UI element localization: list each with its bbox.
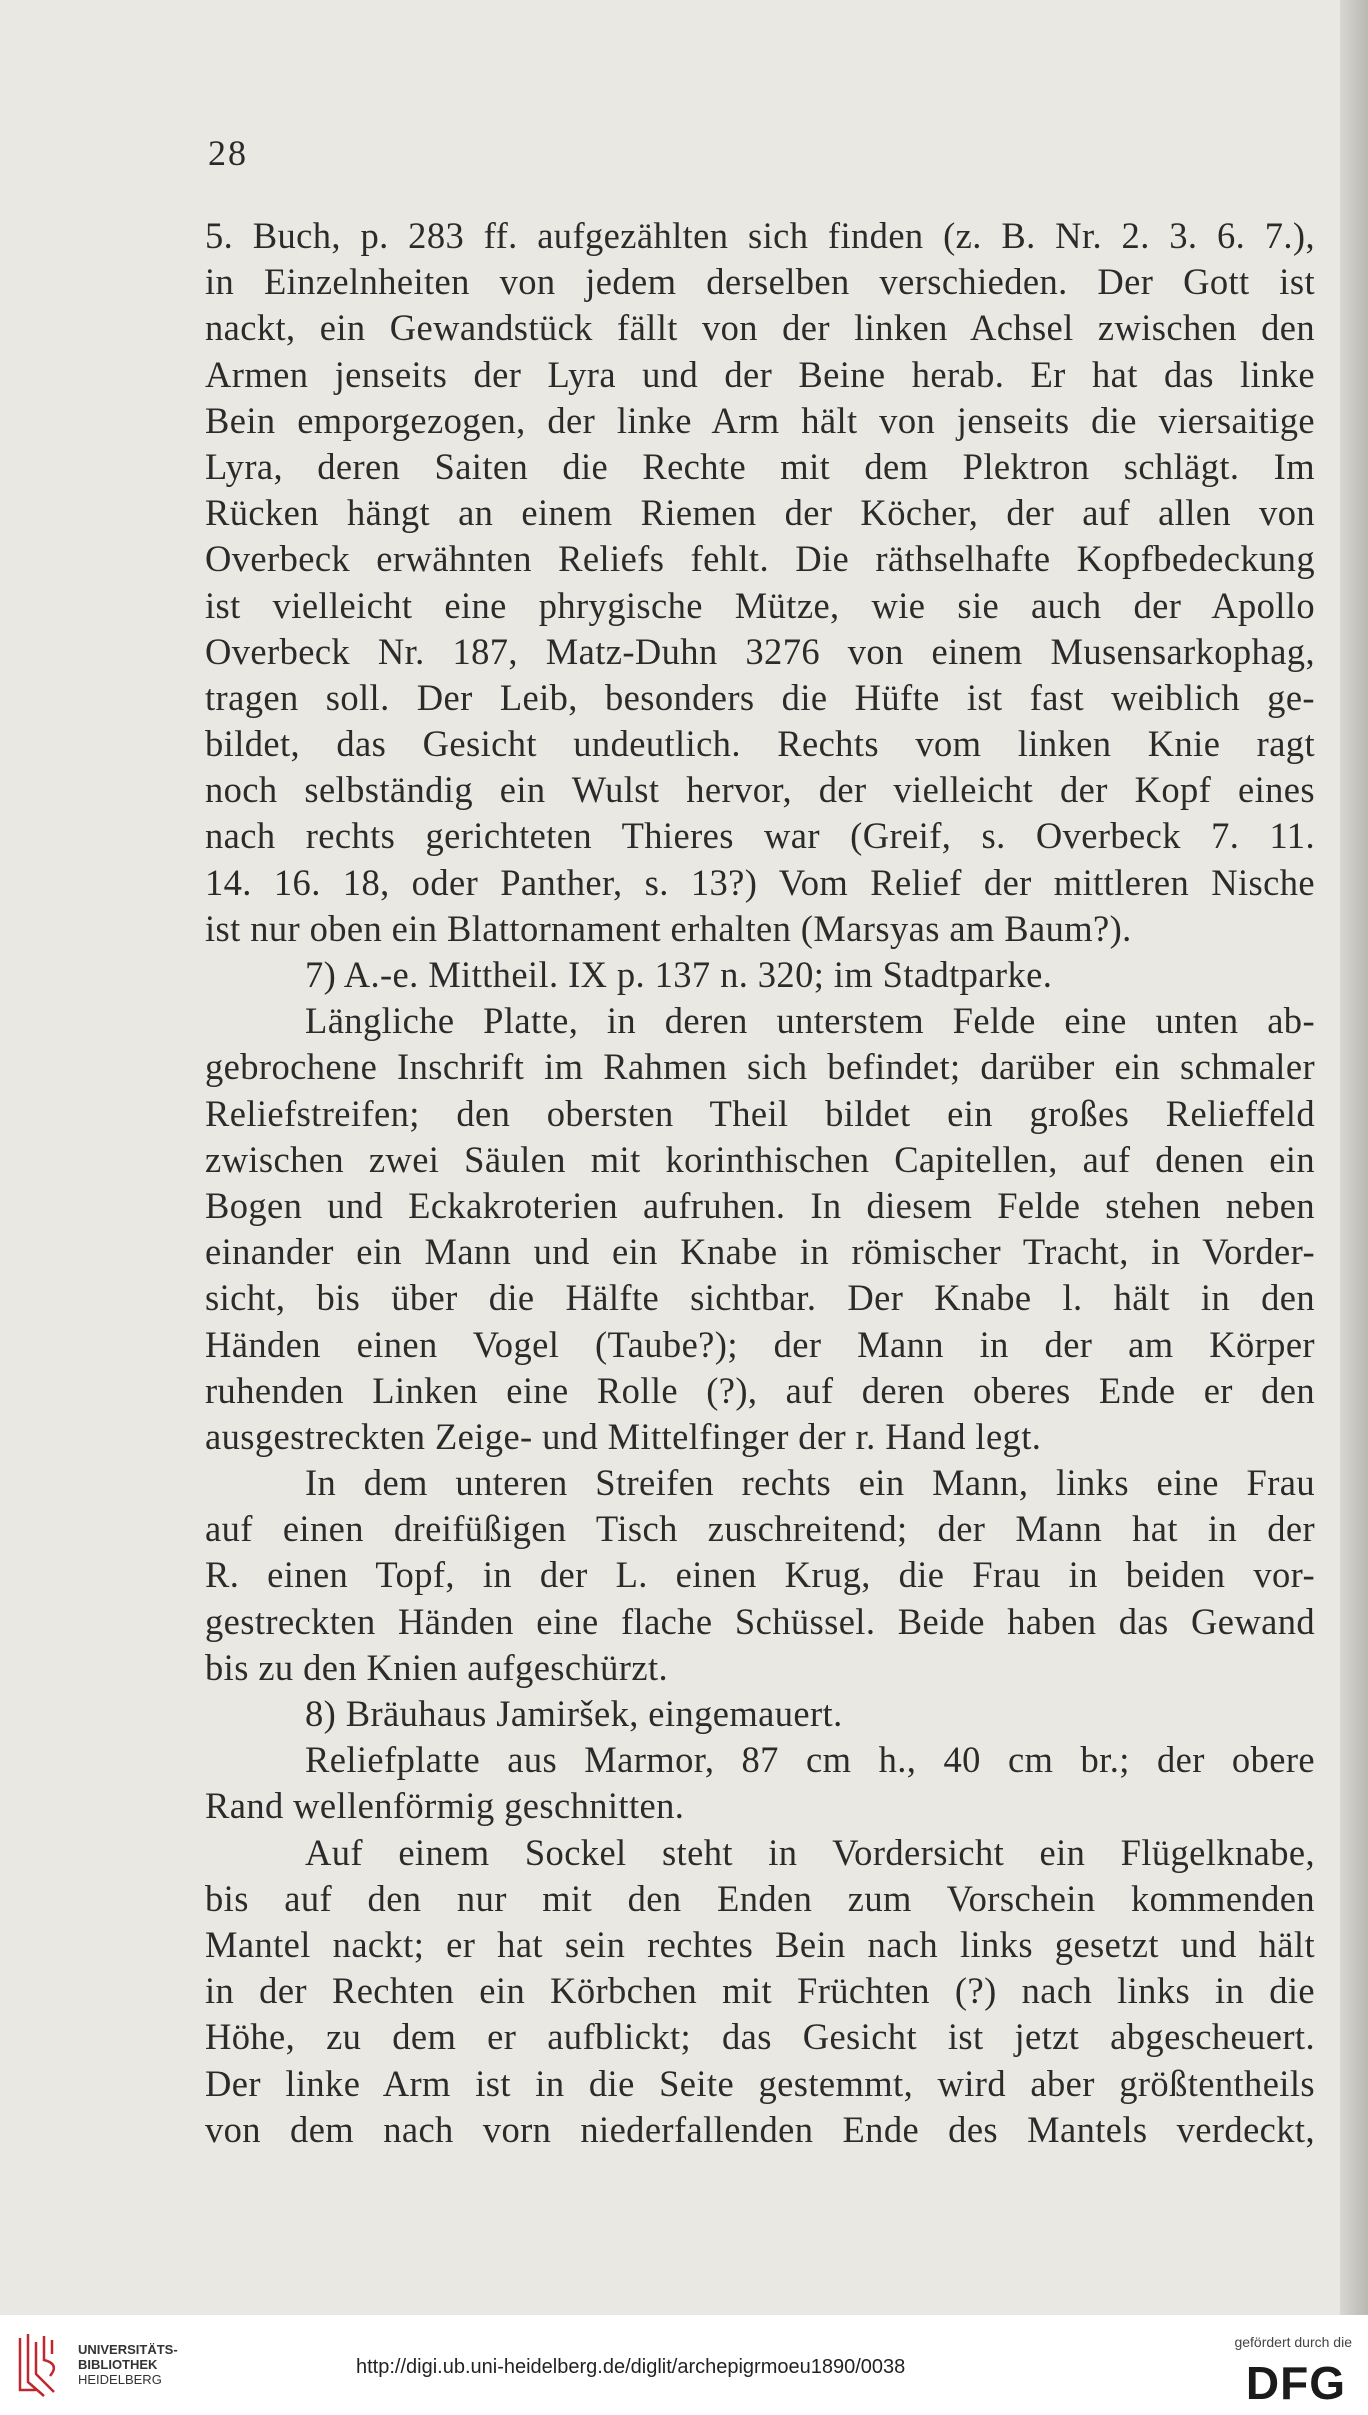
- text-line: Overbeck Nr. 187, Matz-Duhn 3276 von einem Musensarkophag,: [205, 630, 1315, 672]
- text-line: Rücken hängt an einem Riemen der Köcher, der auf allen von: [205, 492, 1315, 534]
- library-line-2: BIBLIOTHEK: [78, 2357, 158, 2372]
- text-line: ausgestreckten Zeige- und Mittelfinger der r. Hand legt.: [205, 1415, 1042, 1457]
- text-line: 8) Bräuhaus Jamiršek, eingemauert.: [305, 1693, 843, 1734]
- digital-library-url[interactable]: http://digi.ub.uni-heidelberg.de/diglit/archepigrmoeu1890/0038: [356, 2356, 906, 2378]
- text-line: in Einzelnheiten von jedem derselben verschieden. Der Gott ist: [205, 261, 1315, 303]
- text-line: zwischen zwei Säulen mit korinthischen Capitellen, auf denen ein: [205, 1138, 1315, 1180]
- text-line: tragen soll. Der Leib, besonders die Hüfte ist fast weiblich ge-: [205, 676, 1315, 718]
- page-edge-shadow: [1340, 0, 1368, 2315]
- text-line: gestreckten Händen eine flache Schüssel. Beide haben das Gewand: [205, 1600, 1315, 1642]
- text-line: in der Rechten ein Körbchen mit Früchten (?) nach links in die: [205, 1970, 1315, 2012]
- ub-heidelberg-logo-icon: [14, 2330, 68, 2400]
- text-line: bildet, das Gesicht undeutlich. Rechts vom linken Knie ragt: [205, 723, 1315, 765]
- text-line: Händen einen Vogel (Taube?); der Mann in der am Körper: [205, 1323, 1315, 1365]
- library-name: [78, 2342, 178, 2387]
- text-line: Rand wellenförmig geschnitten.: [205, 1785, 685, 1827]
- text-line: Bein emporgezogen, der linke Arm hält von jenseits die viersaitige: [205, 399, 1315, 441]
- text-line: von dem nach vorn niederfallenden Ende des Mantels verdeckt,: [205, 2108, 1315, 2150]
- text-line: 14. 16. 18, oder Panther, s. 13?) Vom Relief der mittleren Nische: [205, 861, 1315, 903]
- text-line: gebrochene Inschrift im Rahmen sich befindet; darüber ein schmaler: [205, 1046, 1315, 1088]
- text-line: In dem unteren Streifen rechts ein Mann, links eine Frau: [305, 1462, 1315, 1504]
- text-line: nackt, ein Gewandstück fällt von der linken Achsel zwischen den: [205, 307, 1315, 349]
- text-line: auf einen dreifüßigen Tisch zuschreitend; der Mann hat in der: [205, 1508, 1315, 1550]
- text-line: nach rechts gerichteten Thieres war (Greif, s. Overbeck 7. 11.: [205, 815, 1315, 857]
- text-line: Mantel nackt; er hat sein rechtes Bein nach links gesetzt und hält: [205, 1923, 1315, 1965]
- page-number: 28: [208, 133, 248, 173]
- text-line: noch selbständig ein Wulst hervor, der vielleicht der Kopf eines: [205, 769, 1315, 811]
- text-line: bis zu den Knien aufgeschürzt.: [205, 1646, 669, 1688]
- library-line-1: UNIVERSITÄTS-: [78, 2342, 178, 2357]
- text-line: bis auf den nur mit den Enden zum Vorschein kommenden: [205, 1877, 1315, 1919]
- text-line: 5. Buch, p. 283 ff. aufgezählten sich finden (z. B. Nr. 2. 3. 6. 7.),: [205, 215, 1315, 256]
- library-line-3: HEIDELBERG: [78, 2372, 162, 2387]
- text-line: einander ein Mann und ein Knabe in römischer Tracht, in Vorder-: [205, 1231, 1315, 1273]
- text-line: 7) A.-e. Mittheil. IX p. 137 n. 320; im Stadtparke.: [305, 954, 1053, 995]
- text-line: sicht, bis über die Hälfte sichtbar. Der Knabe l. hält in den: [205, 1277, 1315, 1319]
- text-line: ruhenden Linken eine Rolle (?), auf deren oberes Ende er den: [205, 1369, 1315, 1411]
- dfg-logo: DFG: [1245, 2357, 1346, 2409]
- text-line: Reliefplatte aus Marmor, 87 cm h., 40 cm br.; der obere: [305, 1739, 1315, 1781]
- text-line: Auf einem Sockel steht in Vordersicht ein Flügelknabe,: [305, 1831, 1315, 1873]
- text-line: Längliche Platte, in deren unterstem Felde eine unten ab-: [305, 1000, 1315, 1042]
- body-text: [205, 213, 1315, 2153]
- text-line: Lyra, deren Saiten die Rechte mit dem Plektron schlägt. Im: [205, 445, 1315, 487]
- text-line: Overbeck erwähnten Reliefs fehlt. Die räthselhafte Kopfbedeckung: [205, 538, 1315, 580]
- footer-bar: [0, 2315, 1368, 2415]
- text-line: Höhe, zu dem er aufblickt; das Gesicht ist jetzt abgescheuert.: [205, 2016, 1315, 2058]
- text-line: Der linke Arm ist in die Seite gestemmt, wird aber größtentheils: [205, 2062, 1315, 2104]
- text-line: Reliefstreifen; den obersten Theil bildet ein großes Relieffeld: [205, 1092, 1315, 1134]
- text-line: R. einen Topf, in der L. einen Krug, die Frau in beiden vor-: [205, 1554, 1315, 1596]
- text-line: ist vielleicht eine phrygische Mütze, wie sie auch der Apollo: [205, 584, 1315, 626]
- text-line: Bogen und Eckakroterien aufruhen. In diesem Felde stehen neben: [205, 1184, 1315, 1226]
- text-line: ist nur oben ein Blattornament erhalten (Marsyas am Baum?).: [205, 907, 1132, 949]
- funded-by-text: gefördert durch die: [1234, 2334, 1352, 2350]
- text-line: Armen jenseits der Lyra und der Beine herab. Er hat das linke: [205, 353, 1315, 395]
